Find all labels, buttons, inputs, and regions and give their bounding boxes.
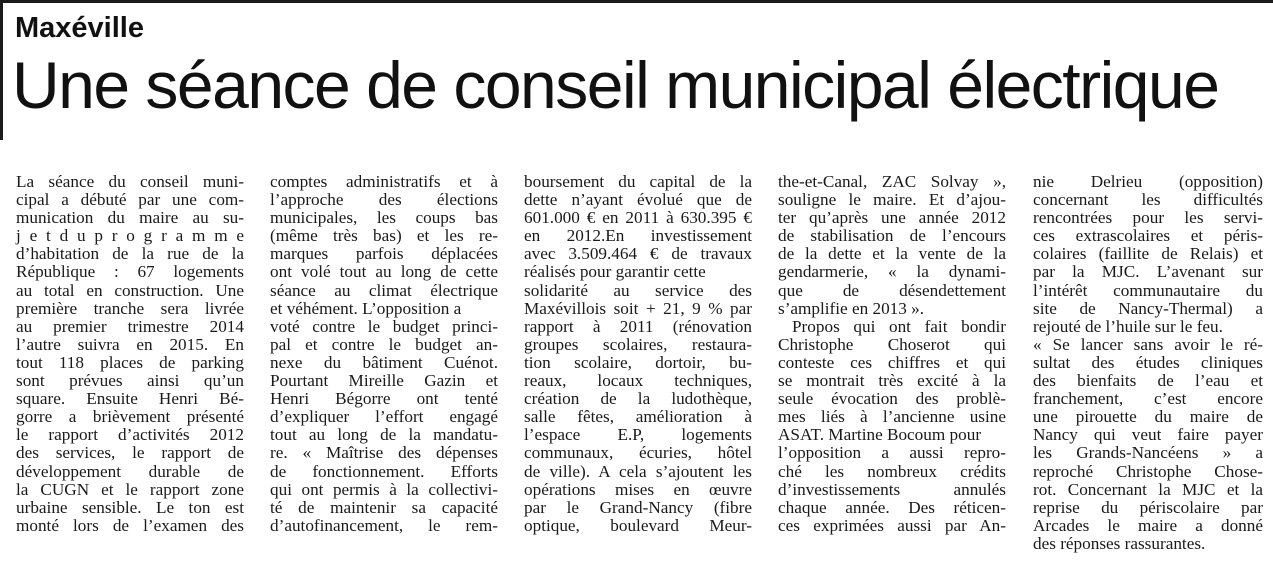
article-text-line: municipales, les coups bas <box>270 208 498 228</box>
article-text-line: seule évocation des problè- <box>778 389 1006 409</box>
article-text-line: pal et contre le budget an- <box>270 334 498 354</box>
article-text-line: site de Nancy-Thermal) a <box>1033 298 1263 318</box>
article-text-line: communaux, écuries, hôtel <box>524 443 752 463</box>
article-text-line: chaque année. Des réticen- <box>778 497 1006 517</box>
article-text-line: salle fêtes, amélioration à <box>524 407 752 427</box>
article-headline: Une séance de conseil municipal électrique <box>12 48 1219 122</box>
article-text-line: 601.000 € en 2011 à 630.395 € <box>524 208 752 228</box>
article-text-line: ces exprimées aussi par An- <box>778 515 1006 535</box>
article-text-line: mes liés à l’ancienne usine <box>778 407 1006 427</box>
article-text-line: tout 118 places de parking <box>16 352 244 372</box>
article-text-line: d’habitation de la rue de la <box>16 244 244 264</box>
article-column-3 <box>524 173 752 535</box>
article-text-line: (même très bas) et les re- <box>270 226 498 246</box>
article-text-line: ASAT. Martine Bocoum pour <box>778 425 982 445</box>
article-text-line: qui ont permis à la collectivi- <box>270 479 498 499</box>
article-text-line: square. Ensuite Henri Bé- <box>16 389 244 409</box>
article-text-line: the-et-Canal, ZAC Solvay », <box>778 172 1006 191</box>
article-text-line: d’expliquer l’effort engagé <box>270 407 498 427</box>
article-text-line: réalisés pour garantir cette <box>524 262 706 282</box>
article-text-line: Christophe Choserot qui <box>778 334 1006 354</box>
article-text-line: reproché Christophe Chose- <box>1033 461 1263 481</box>
article-text-line: franchement, c’est encore <box>1033 389 1263 409</box>
article-text-line: au total en construction. Une <box>16 280 244 300</box>
article-text-line: l’opposition a aussi repro- <box>778 443 1006 463</box>
article-text-line: colaires (faillite de Relais) et <box>1033 244 1263 264</box>
article-text-line: ont volé tout au long de cette <box>270 262 498 282</box>
article-text-line: re. « Maîtrise des dépenses <box>270 443 498 463</box>
article-text-line: groupes scolaires, restaura- <box>524 334 752 354</box>
article-text-line: l’approche des élections <box>270 190 498 210</box>
article-text-line: tion scolaire, dortoir, bu- <box>524 352 752 372</box>
article-text-line: solidarité au service des <box>524 280 752 300</box>
article-text-line: de la dette et la vente de la <box>778 244 1006 264</box>
article-text-line: opérations mises en œuvre <box>524 479 752 499</box>
article-text-line: développement durable de <box>16 461 244 481</box>
article-text-line: sultat des études cliniques <box>1033 352 1263 372</box>
article-text-line: de ville). A cela s’ajoutent les <box>524 461 752 481</box>
article-text-line: souligne le maire. Et d’ajou- <box>778 190 1006 210</box>
article-text-line: rot. Concernant la MJC et la <box>1033 479 1263 499</box>
article-column-5 <box>1033 173 1263 553</box>
left-rule <box>0 0 3 140</box>
article-text-line: gorre a brièvement présenté <box>16 407 244 427</box>
article-text-line: avec 3.509.464 € de travaux <box>524 244 752 264</box>
article-text-line: tout au long de la mandatu- <box>270 425 498 445</box>
article-text-line: de fonctionnement. Efforts <box>270 461 498 481</box>
article-text-line: comptes administratifs et à <box>270 172 498 191</box>
article-column-4 <box>778 173 1006 535</box>
article-text-line: Propos qui ont fait bondir <box>792 316 1006 336</box>
article-text-line: dette n’ayant évolué que de <box>524 190 752 210</box>
article-text-line: Maxévillois soit + 21, 9 % par <box>524 298 752 318</box>
article-text-line: La séance du conseil muni- <box>16 172 244 191</box>
article-text-line: au premier trimestre 2014 <box>16 316 244 336</box>
article-text-line: création de la ludothèque, <box>524 389 752 409</box>
article-text-line: les Grands-Nancéens » a <box>1033 443 1263 463</box>
article-text-line: Nancy qui veut faire payer <box>1033 425 1263 445</box>
article-text-line: Pourtant Mireille Gazin et <box>270 371 498 391</box>
article-text-line: l’autre suivra en 2015. En <box>16 334 244 354</box>
article-text-line: ces extrascolaires et péris- <box>1033 226 1263 246</box>
article-text-line: République : 67 logements <box>16 262 244 282</box>
article-text-line: l’espace E.P, logements <box>524 425 752 445</box>
article-text-line: une pirouette du maire de <box>1033 407 1263 427</box>
article-text-line: optique, boulevard Meur- <box>524 515 752 535</box>
article-text-line: se montrait très excité à la <box>778 371 1006 391</box>
article-column-2 <box>270 173 498 535</box>
article-text-line: boursement du capital de la <box>524 172 752 191</box>
article-text-line: et véhément. L’opposition a <box>270 298 462 318</box>
article-text-line: concernant les difficultés <box>1033 190 1263 210</box>
article-text-line: Arcades le maire a donné <box>1033 515 1263 535</box>
article-text-line: par le Grand-Nancy (fibre <box>524 497 752 517</box>
article-text-line: d’autofinancement, le rem- <box>270 515 498 535</box>
article-text-line: té de maintenir sa capacité <box>270 497 498 517</box>
article-text-line: voté contre le budget princi- <box>270 316 498 336</box>
article-text-line: monté lors de l’examen des <box>16 515 244 535</box>
article-text-line: des bienfaits de l’eau et <box>1033 371 1263 391</box>
article-text-line: rejouté de l’huile sur le feu. <box>1033 316 1223 336</box>
article-text-line: cipal a débuté par une com- <box>16 190 244 210</box>
article-text-line: ter qu’après une année 2012 <box>778 208 1006 228</box>
article-text-line: gendarmerie, « la dynami- <box>778 262 1006 282</box>
article-text-line: reprise du périscolaire par <box>1033 497 1263 517</box>
article-text-line: des services, le rapport de <box>16 443 244 463</box>
article-text-line: munication du maire au su- <box>16 208 244 228</box>
article-text-line: nexe du bâtiment Cuénot. <box>270 352 498 372</box>
article-text-line: Henri Bégorre ont tenté <box>270 389 498 409</box>
article-column-1 <box>16 173 244 535</box>
article-text-line: rencontrées pour les servi- <box>1033 208 1263 228</box>
article-text-line: séance au climat électrique <box>270 280 498 300</box>
top-rule <box>0 0 1273 3</box>
article-text-line: sont prévues ainsi qu’un <box>16 371 244 391</box>
article-text-line: le rapport d’activités 2012 <box>16 425 244 445</box>
article-text-line: l’intérêt communautaire du <box>1033 280 1263 300</box>
article-text-line: première tranche sera livrée <box>16 298 244 318</box>
article-text-line: la CUGN et le rapport zone <box>16 479 244 499</box>
article-text-line: reaux, locaux techniques, <box>524 371 752 391</box>
article-kicker: Maxéville <box>15 12 144 44</box>
article-text-line: de stabilisation de l’encours <box>778 226 1006 246</box>
article-text-line: rapport à 2011 (rénovation <box>524 316 752 336</box>
article-text-line: marques parfois déplacées <box>270 244 498 264</box>
article-text-line: en 2012.En investissement <box>524 226 752 246</box>
article-text-line: par la MJC. L’avenant sur <box>1033 262 1263 282</box>
article-text-line: d’investissements annulés <box>778 479 1006 499</box>
article-text-line: des réponses rassurantes. <box>1033 533 1206 553</box>
article-text-line: « Se lancer sans avoir le ré- <box>1033 334 1263 354</box>
article-text-line: urbaine sensible. Le ton est <box>16 497 244 517</box>
article-text-line: s’amplifie en 2013 ». <box>778 298 925 318</box>
article-text-line: nie Delrieu (opposition) <box>1033 172 1263 191</box>
article-text-line: conteste ces chiffres et qui <box>778 352 1006 372</box>
article-text-line: ché les nombreux crédits <box>778 461 1006 481</box>
article-text-line: que de désendettement <box>778 280 1006 300</box>
article-text-line: j e t d u p r o g r a m m e <box>16 226 244 246</box>
